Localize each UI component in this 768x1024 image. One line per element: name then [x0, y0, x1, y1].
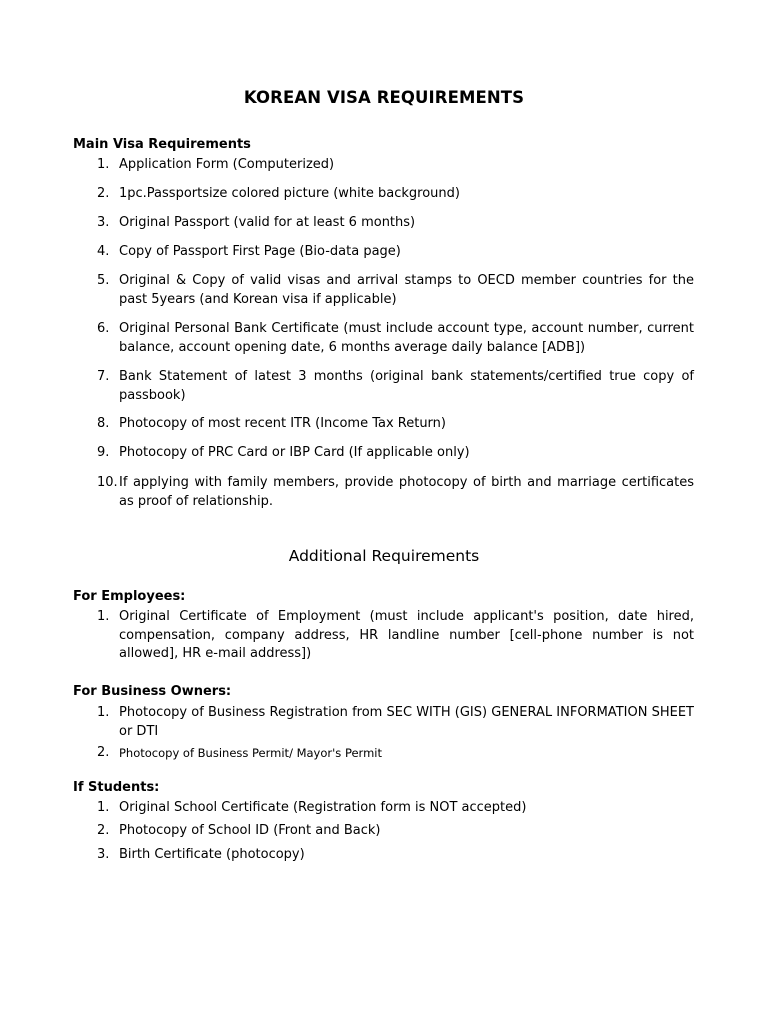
list-item-text: Photocopy of Business Permit/ Mayor's Permit — [119, 746, 382, 760]
list-item-text: Original Passport (valid for at least 6 months) — [119, 215, 416, 230]
list-item-number: 8. — [97, 416, 110, 431]
list-item-number: 5. — [97, 273, 110, 288]
list-item — [73, 846, 694, 865]
list-item-number: 10. — [97, 475, 118, 490]
list-item-number: 2. — [97, 745, 110, 760]
list-item-text: Copy of Passport First Page (Bio-data page) — [119, 244, 401, 259]
list-item-number: 2. — [97, 186, 110, 201]
list-item — [73, 185, 694, 204]
list-item-text: Original & Copy of valid visas and arrival stamps to OECD member countries for the past 5years (and Korean visa if applicable) — [119, 273, 694, 307]
list-item-text: Bank Statement of latest 3 months (original bank statements/certified true copy of passbook) — [119, 369, 694, 403]
list-item-text: Photocopy of PRC Card or IBP Card (If applicable only) — [119, 445, 470, 460]
list-item — [73, 608, 694, 664]
list-item-number: 6. — [97, 321, 110, 336]
list-item-text: Birth Certificate (photocopy) — [119, 847, 305, 862]
list-item-text: If applying with family members, provide photocopy of birth and marriage certificates as proof of relationship. — [119, 475, 694, 509]
list-item-text: 1pc.Passportsize colored picture (white background) — [119, 186, 460, 201]
list-item — [73, 744, 694, 763]
list-item-number: 3. — [97, 847, 110, 862]
list-item — [73, 415, 694, 434]
list-item-text: Photocopy of School ID (Front and Back) — [119, 823, 381, 838]
list-item — [73, 474, 694, 511]
list-item — [73, 214, 694, 233]
students-heading: If Students: — [73, 780, 160, 795]
employees-heading: For Employees: — [73, 589, 186, 604]
list-item-number: 1. — [97, 157, 110, 172]
business-owners-heading: For Business Owners: — [73, 684, 232, 699]
main-requirements-heading: Main Visa Requirements — [73, 137, 251, 152]
page-title: KOREAN VISA REQUIREMENTS — [243, 88, 525, 107]
list-item-number: 7. — [97, 369, 110, 384]
list-item — [73, 156, 694, 175]
list-item — [73, 704, 694, 741]
list-item-text: Photocopy of most recent ITR (Income Tax Return) — [119, 416, 446, 431]
additional-requirements-heading: Additional Requirements — [288, 547, 480, 565]
list-item — [73, 320, 694, 357]
list-item-text: Photocopy of Business Registration from SEC WITH (GIS) GENERAL INFORMATION SHEET or DTI — [119, 705, 694, 739]
list-item — [73, 243, 694, 262]
list-item-text: Original Certificate of Employment (must include applicant's position, date hired, compensation, company address, HR landline number [cell-phone number is not allowed], HR e-mail address]) — [119, 609, 694, 661]
list-item-number: 2. — [97, 823, 110, 838]
list-item-text: Original School Certificate (Registration form is NOT accepted) — [119, 800, 527, 815]
list-item-number: 1. — [97, 705, 110, 720]
list-item-text: Original Personal Bank Certificate (must include account type, account number, current balance, account opening date, 6 months average daily balance [ADB]) — [119, 321, 694, 355]
list-item-number: 1. — [97, 800, 110, 815]
list-item-number: 9. — [97, 445, 110, 460]
list-item — [73, 799, 694, 818]
list-item — [73, 822, 694, 841]
list-item-number: 4. — [97, 244, 110, 259]
list-item — [73, 444, 694, 463]
list-item — [73, 272, 694, 309]
list-item-text: Application Form (Computerized) — [119, 157, 335, 172]
list-item-number: 3. — [97, 215, 110, 230]
list-item-number: 1. — [97, 609, 110, 624]
list-item — [73, 368, 694, 405]
